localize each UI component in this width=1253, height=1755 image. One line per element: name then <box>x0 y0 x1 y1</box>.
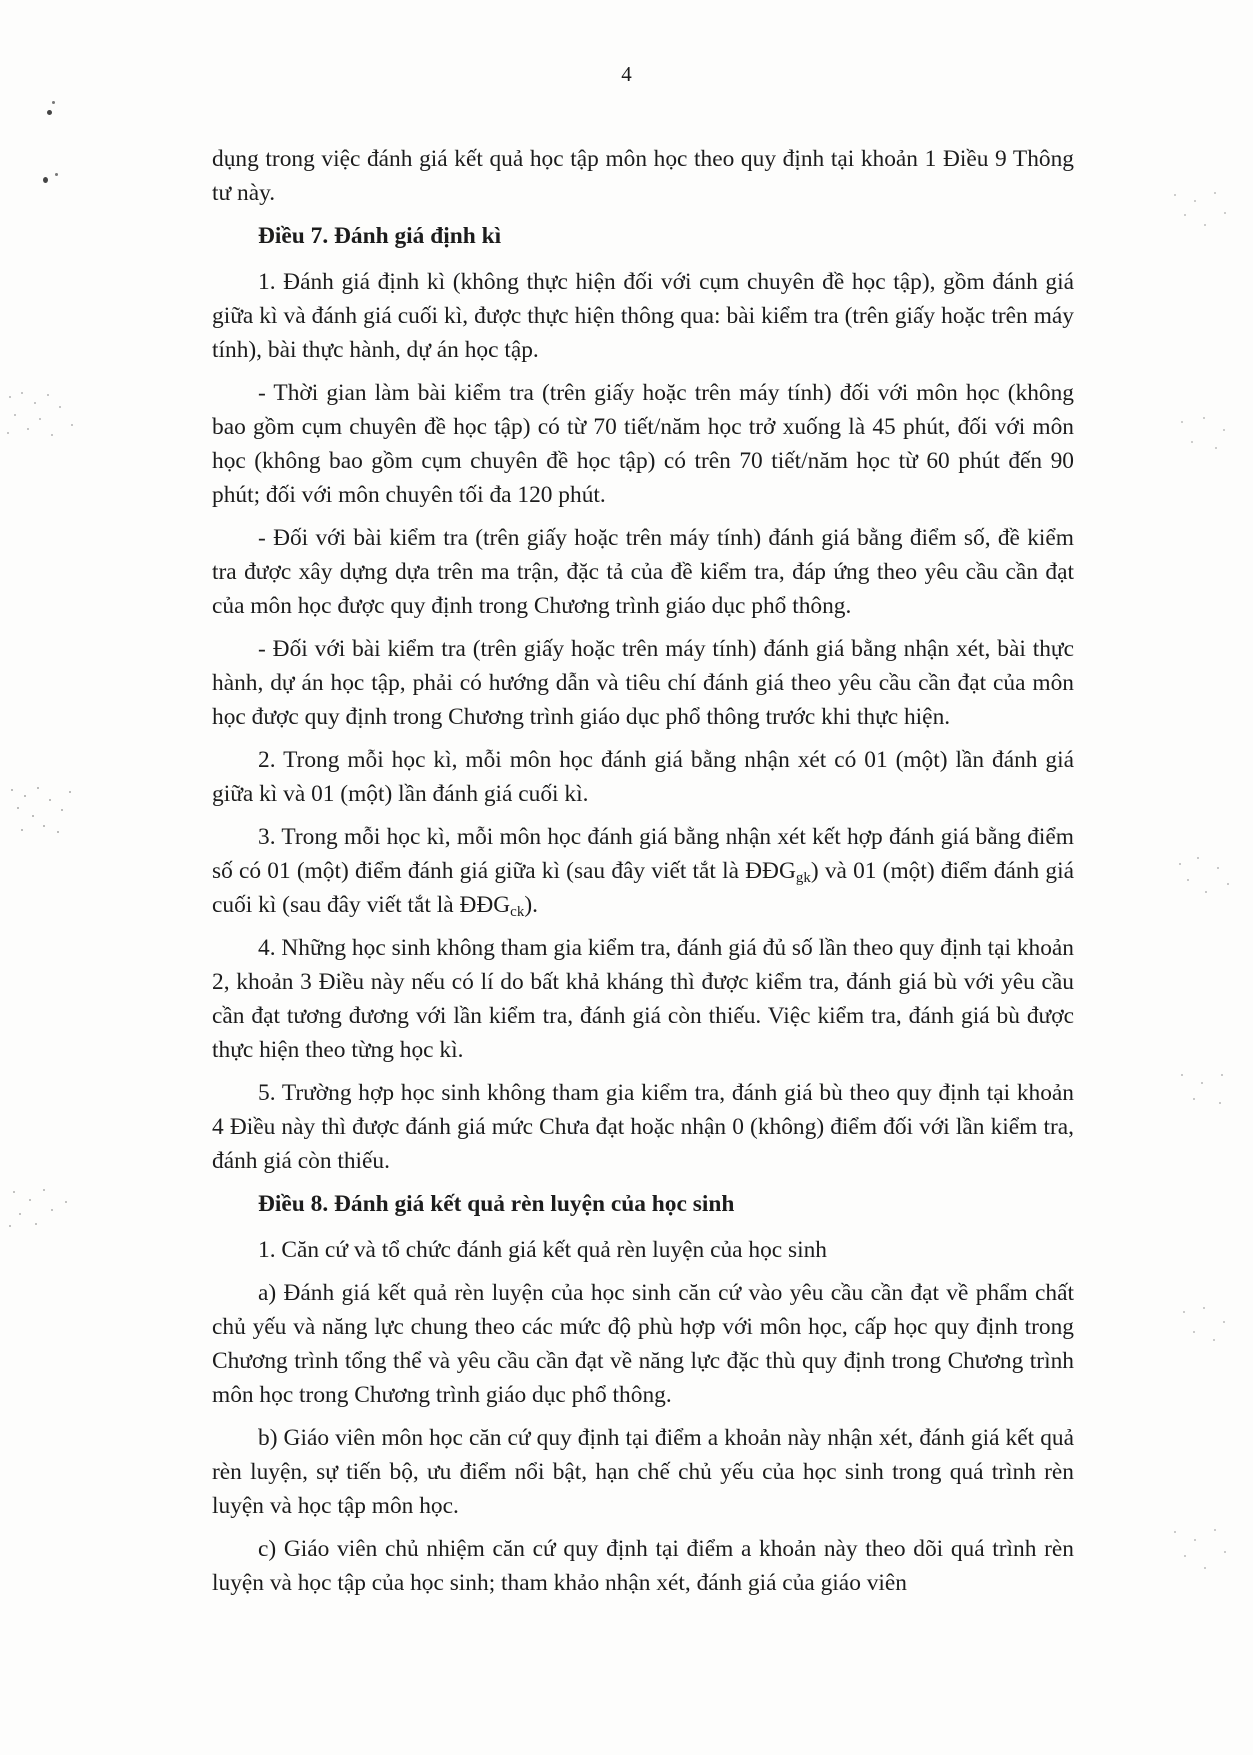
paragraph-7-5: 5. Trường hợp học sinh không tham gia kiểm tra, đánh giá bù theo quy định tại khoản 4 Điều này thì được đánh giá mức Chưa đạt hoặc nhận 0 (không) điểm đối với lần kiểm tra, đánh giá còn thiếu. <box>212 1080 1074 1174</box>
heading-dieu-8: Điều 8. Đánh giá kết quả rèn luyện của học sinh <box>258 1191 735 1217</box>
paragraph-8-1-c: c) Giáo viên chủ nhiệm căn cứ quy định tại điểm a khoản này theo dõi quá trình rèn luyện và học tập của học sinh; tham khảo nhận xét, đánh giá của giáo viên <box>212 1536 1074 1596</box>
paragraph-7-3-part2: ) và 01 (một) điểm đánh giá cuối kì (sau đây viết tắt là ĐĐG <box>212 858 1074 918</box>
scan-speck <box>52 101 55 104</box>
paragraph-8-1: 1. Căn cứ và tổ chức đánh giá kết quả rèn luyện của học sinh <box>258 1237 828 1263</box>
page-number: 4 <box>621 62 632 86</box>
scan-noise-right-4 <box>1170 1065 1250 1115</box>
paragraph-8-1-b: b) Giáo viên môn học căn cứ quy định tại điểm a khoản này nhận xét, đánh giá kết quả rèn luyện, sự tiến bộ, ưu điểm nổi bật, hạn chế chủ yếu của học sinh trong quá trình rèn luyện và học tập môn học. <box>212 1425 1074 1519</box>
paragraph-7-1-time: - Thời gian làm bài kiểm tra (trên giấy hoặc trên máy tính) đối với môn học (không bao gồm cụm chuyên đề học tập) có từ 70 tiết/năm học trở xuống là 45 phút, đối với môn học (không bao gồm cụm chuyên đề học tập) có trên 70 tiết/năm học từ 60 phút đến 90 phút; đối với môn chuyên tối đa 120 phút. <box>212 380 1074 508</box>
scan-speck <box>43 177 48 183</box>
paragraph-continuation: dụng trong việc đánh giá kết quả học tập môn học theo quy định tại khoản 1 Điều 9 Thông tư này. <box>212 146 1074 206</box>
paragraph-7-3-part1: 3. Trong mỗi học kì, mỗi môn học đánh giá bằng nhận xét kết hợp đánh giá bằng điểm số có 01 (một) điểm đánh giá giữa kì (sau đây viết tắt là ĐĐG <box>212 824 1074 884</box>
scan-noise-right-5 <box>1170 1300 1250 1350</box>
scan-noise-left-2 <box>0 780 90 840</box>
scan-noise-right-3 <box>1170 850 1250 900</box>
heading-dieu-7: Điều 7. Đánh giá định kì <box>258 223 502 249</box>
paragraph-8-1-a: a) Đánh giá kết quả rèn luyện của học sinh căn cứ vào yêu cầu cần đạt về phẩm chất chủ yếu và năng lực chung theo các mức độ phù hợp với môn học, cấp học quy định trong Chương trình tổng thể và yêu cầu cần đạt về năng lực đặc thù quy định trong Chương trình môn học trong Chương trình giáo dục phổ thông. <box>212 1280 1074 1408</box>
scan-speck <box>47 110 52 115</box>
scan-noise-left-1 <box>0 385 90 445</box>
document-body <box>212 142 1074 1609</box>
paragraph-7-1: 1. Đánh giá định kì (không thực hiện đối với cụm chuyên đề học tập), gồm đánh giá giữa kì và đánh giá cuối kì, được thực hiện thông qua: bài kiểm tra (trên giấy hoặc trên máy tính), bài thực hành, dự án học tập. <box>212 269 1074 363</box>
paragraph-7-1-score-test: - Đối với bài kiểm tra (trên giấy hoặc trên máy tính) đánh giá bằng điểm số, đề kiểm tra được xây dựng dựa trên ma trận, đặc tả của đề kiểm tra, đáp ứng theo yêu cầu cần đạt của môn học được quy định trong Chương trình giáo dục phổ thông. <box>212 525 1074 619</box>
paragraph-7-2: 2. Trong mỗi học kì, mỗi môn học đánh giá bằng nhận xét có 01 (một) lần đánh giá giữa kì và 01 (một) lần đánh giá cuối kì. <box>212 747 1074 807</box>
paragraph-7-3-part3: ). <box>524 892 538 918</box>
subscript-ck: ck <box>510 904 525 920</box>
paragraph-7-3 <box>212 820 1074 922</box>
scan-noise-right-1 <box>1165 185 1245 235</box>
subscript-gk: gk <box>795 870 811 886</box>
scan-noise-right-6 <box>1165 1520 1245 1580</box>
paragraph-7-4: 4. Những học sinh không tham gia kiểm tra, đánh giá đủ số lần theo quy định tại khoản 2, khoản 3 Điều này nếu có lí do bất khả kháng thì được kiểm tra, đánh giá bù với yêu cầu cần đạt tương đương với lần kiểm tra, đánh giá còn thiếu. Việc kiểm tra, đánh giá bù được thực hiện theo từng học kì. <box>212 935 1074 1063</box>
scan-noise-right-2 <box>1170 410 1250 460</box>
scan-noise-left-3 <box>0 1180 90 1240</box>
paragraph-7-1-comment-test: - Đối với bài kiểm tra (trên giấy hoặc trên máy tính) đánh giá bằng nhận xét, bài thực hành, dự án học tập, phải có hướng dẫn và tiêu chí đánh giá theo yêu cầu cần đạt của môn học được quy định trong Chương trình giáo dục phổ thông trước khi thực hiện. <box>212 636 1074 730</box>
scan-speck <box>55 173 58 176</box>
